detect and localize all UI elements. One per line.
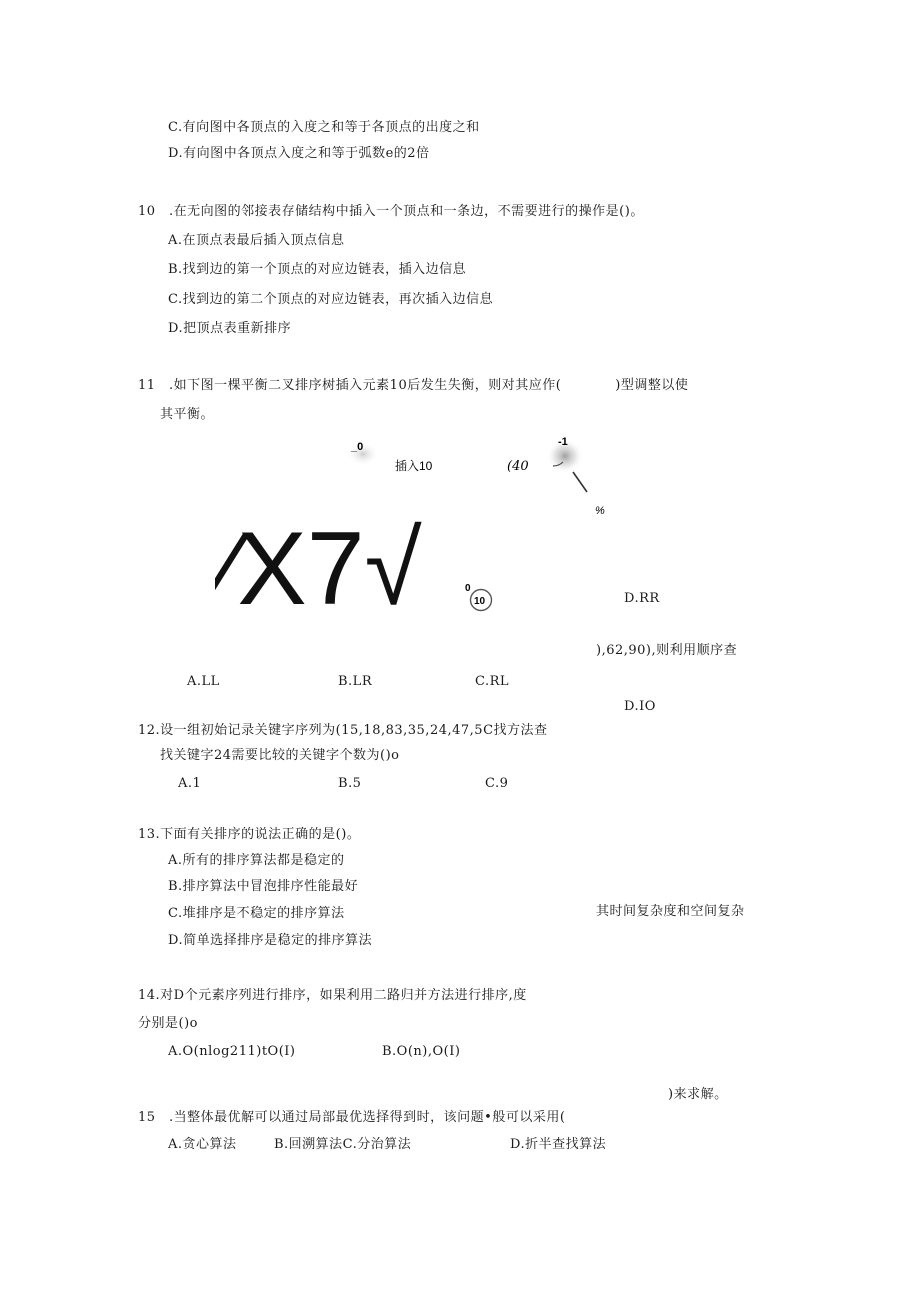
q15-option-a: A.贪心算法 [168, 1137, 237, 1152]
node-10-label: 10 [474, 596, 486, 607]
q12-stem-line2: 找关键字24需要比较的关键字个数为()o [160, 748, 400, 763]
q11-stem-line1: 11 .如下图一棵平衡二叉排序树插入元素10后发生失衡，则对其应作( )型调整以使 [138, 378, 689, 393]
q9-option-d: D.有向图中各顶点入度之和等于弧数e的2倍 [168, 146, 430, 161]
q11-option-a: A.LL [187, 674, 220, 689]
q12-option-b: B.5 [338, 776, 362, 791]
q13-option-b: B.排序算法中冒泡排序性能最好 [168, 879, 359, 894]
label-minus0: _0 [351, 441, 364, 453]
avl-tree-figure [215, 432, 665, 622]
label-insert-10: 插入10 [395, 459, 433, 473]
label-minus1: -1 [558, 436, 568, 448]
q13-option-a: A.所有的排序算法都是稳定的 [168, 853, 345, 868]
q14-stem-line1: 14.对D个元素序列进行排序，如果利用二路归并方法进行排序,度 [138, 988, 527, 1003]
q12-option-a: A.1 [178, 776, 202, 791]
q12-stem-tail: ),62,90),则利用顺序查 [596, 643, 738, 658]
q11-stem-line2: 其平衡。 [160, 407, 215, 422]
q14-side-text: 其时间复杂度和空间复杂 [596, 904, 745, 919]
q11-option-b: B.LR [338, 674, 373, 689]
q14-option-a: A.O(nlog211)tO(I) [168, 1044, 296, 1059]
q14-option-b: B.O(n),O(I) [382, 1044, 461, 1059]
label-40: (40 [507, 459, 529, 474]
q13-option-c: C.堆排序是不稳定的排序算法 [168, 906, 345, 921]
q11-option-d: D.RR [624, 591, 660, 606]
q12-option-c: C.9 [485, 776, 509, 791]
q10-option-b: B.找到边的第一个顶点的对应边链表，插入边信息 [168, 262, 467, 277]
q13-option-d: D.简单选择排序是稳定的排序算法 [168, 933, 373, 948]
q12-stem-line1: 12.设一组初始记录关键字序列为(15,18,83,35,24,47,5C找方法查 [138, 723, 548, 738]
q10-option-c: C.找到边的第二个顶点的对应边链表，再次插入边信息 [168, 292, 494, 307]
q10-stem: 10 .在无向图的邻接表存储结构中插入一个顶点和一条边，不需要进行的操作是()。 [138, 204, 644, 219]
q15-option-bc: B.回溯算法C.分治算法 [274, 1137, 412, 1152]
q15-option-d: D.折半查找算法 [510, 1137, 607, 1152]
label-percent: % [595, 505, 605, 517]
big-overlay-text: ∕X7√ [220, 511, 422, 622]
q11-option-c: C.RL [475, 674, 510, 689]
q10-option-a: A.在顶点表最后插入顶点信息 [168, 233, 345, 248]
edge-root-right [573, 472, 587, 492]
q15-stem: 15 .当整体最优解可以通过局部最优选择得到时，该问题•般可以采用( [138, 1110, 566, 1125]
q13-stem: 13.下面有关排序的说法正确的是()。 [138, 827, 361, 842]
q14-stem-line2: 分别是()o [138, 1016, 198, 1031]
label-0: 0 [465, 583, 471, 594]
q10-option-d: D.把顶点表重新排序 [168, 321, 292, 336]
q12-option-d: D.IO [624, 699, 656, 714]
q15-stem-tail: )来求解。 [668, 1087, 728, 1102]
q9-option-c: C.有向图中各顶点的入度之和等于各顶点的出度之和 [168, 120, 480, 135]
